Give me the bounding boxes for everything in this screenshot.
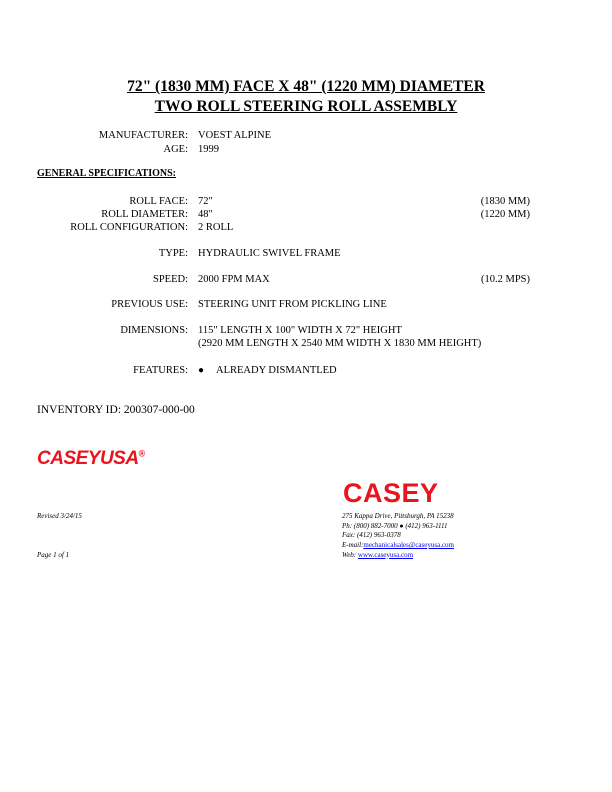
manufacturer-label: MANUFACTURER: [98, 130, 188, 141]
type-value: HYDRAULIC SWIVEL FRAME [198, 248, 341, 259]
manufacturer-value: VOEST ALPINE [198, 130, 272, 141]
roll-configuration-value: 2 ROLL [198, 222, 234, 233]
previous-use-value: STEERING UNIT FROM PICKLING LINE [198, 299, 387, 310]
revised-date: Revised 3/24/15 [37, 512, 82, 520]
roll-diameter-value: 48" [198, 209, 213, 220]
web-label: Web: [342, 550, 357, 559]
speed-metric: (10.2 MPS) [480, 274, 530, 285]
document-title-line-2: TWO ROLL STEERING ROLL ASSEMBLY [154, 98, 458, 115]
bullet-icon: ● [198, 365, 205, 376]
roll-configuration-label: ROLL CONFIGURATION: [70, 222, 188, 233]
company-address: 275 Kappa Drive, Pittsburgh, PA 15238 [342, 512, 454, 520]
email-label: E-mail: [342, 541, 364, 549]
roll-diameter-metric: (1220 MM) [480, 209, 530, 220]
page-number: Page 1 of 1 [37, 551, 70, 559]
company-fax: Fax: (412) 963-0378 [342, 531, 401, 539]
roll-face-metric: (1830 MM) [480, 196, 530, 207]
company-email-row [342, 541, 454, 551]
registered-mark-icon: ® [138, 448, 145, 459]
age-label: AGE: [163, 144, 188, 155]
document-title-line-1: 72" (1830 MM) FACE X 48" (1220 MM) DIAMETER [127, 78, 485, 95]
web-link[interactable]: www.caseyusa.com [357, 550, 414, 559]
speed-value: 2000 FPM MAX [198, 274, 270, 285]
general-specifications-heading: GENERAL SPECIFICATIONS: [37, 168, 177, 179]
roll-diameter-label: ROLL DIAMETER: [101, 209, 188, 220]
roll-face-label: ROLL FACE: [129, 196, 188, 207]
inventory-id-label: INVENTORY ID: [37, 404, 122, 416]
casey-logo: CASEY [343, 478, 439, 508]
dimensions-metric: (2920 MM LENGTH X 2540 MM WIDTH X 1830 MM HEIGHT) [198, 338, 482, 349]
features-item: ALREADY DISMANTLED [216, 365, 337, 376]
dimensions-label: DIMENSIONS: [120, 325, 188, 336]
company-web-row [342, 551, 413, 561]
features-label: FEATURES: [133, 365, 188, 376]
type-label: TYPE: [158, 248, 188, 259]
inventory-id-value: 200307-000-00 [123, 404, 195, 416]
caseyusa-logo-text: CASEYUSA [37, 448, 139, 469]
caseyusa-logo [37, 448, 145, 470]
speed-label: SPEED: [152, 274, 188, 285]
inventory-id [37, 404, 195, 416]
roll-face-value: 72" [198, 196, 213, 207]
age-value: 1999 [198, 144, 219, 155]
dimensions-imperial: 115" LENGTH X 100" WIDTH X 72" HEIGHT [198, 325, 402, 336]
previous-use-label: PREVIOUS USE: [111, 299, 188, 310]
email-link[interactable]: mechanicalsales@caseyusa.com [363, 541, 454, 549]
company-phone: Ph: (800) 882-7000 ● (412) 963-1111 [342, 521, 448, 530]
